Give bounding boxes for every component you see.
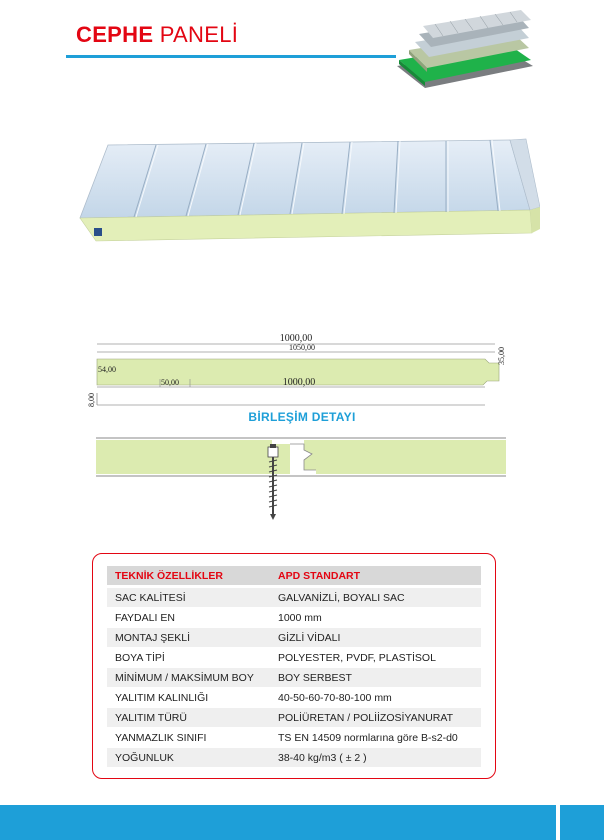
spec-value: 40-50-60-70-80-100 mm [278, 691, 392, 704]
spec-value: TS EN 14509 normlarına göre B-s2-d0 [278, 731, 458, 744]
dim-thickness: 35,00 [497, 347, 506, 365]
spec-label: YANMAZLIK SINIFI [115, 731, 207, 744]
dim-lip: 8,00 [87, 393, 96, 407]
spec-label: SAC KALİTESİ [115, 591, 186, 604]
table-row [107, 588, 481, 607]
table-row [107, 688, 481, 707]
spec-label: FAYDALI EN [115, 611, 175, 624]
specs-header-value: APD STANDART [278, 569, 361, 582]
title-underline [66, 55, 396, 58]
footer-bar [0, 805, 556, 840]
spec-value: 38-40 kg/m3 ( ± 2 ) [278, 751, 367, 764]
dim-total-width: 1050,00 [289, 343, 315, 352]
joint-detail-title: BİRLEŞİM DETAYI [248, 410, 356, 424]
panel-3d-view [70, 125, 540, 255]
table-row [107, 648, 481, 667]
page-title-rest: PANELİ [159, 22, 239, 47]
dim-top-width: 1000,00 [279, 333, 313, 344]
spec-label: YALITIM KALINLIĞI [115, 691, 209, 704]
spec-value: 1000 mm [278, 611, 322, 624]
cross-section-drawing [85, 325, 515, 410]
technical-specs-card [92, 553, 496, 779]
spec-label: YOĞUNLUK [115, 751, 174, 764]
joint-detail-drawing [92, 432, 512, 522]
page-title [76, 22, 238, 48]
spec-value: GİZLİ VİDALI [278, 631, 341, 644]
specs-header-label: TEKNİK ÖZELLİKLER [115, 569, 223, 582]
table-row [107, 608, 481, 627]
table-row [107, 728, 481, 747]
spec-label: YALITIM TÜRÜ [115, 711, 187, 724]
spec-value: POLİÜRETAN / POLİİZOSİYANURAT [278, 711, 454, 724]
spec-value: BOY SERBEST [278, 671, 352, 684]
table-row [107, 628, 481, 647]
panel-layers-illustration [395, 8, 535, 100]
spec-label: BOYA TİPİ [115, 651, 165, 664]
table-row [107, 708, 481, 727]
spec-value: GALVANİZLİ, BOYALI SAC [278, 591, 405, 604]
spec-label: MONTAJ ŞEKLİ [115, 631, 191, 644]
table-row [107, 668, 481, 687]
footer-page-tab [560, 805, 604, 840]
dim-joint-height: 54,00 [98, 365, 116, 374]
spec-label: MİNİMUM / MAKSİMUM BOY [115, 671, 254, 684]
spec-value: POLYESTER, PVDF, PLASTİSOL [278, 651, 436, 664]
dim-bottom-width: 1000,00 [282, 377, 316, 388]
page-title-bold: CEPHE [76, 22, 154, 47]
dim-rib-spacing: 50,00 [161, 378, 179, 387]
table-row [107, 748, 481, 767]
specs-header-row [107, 566, 481, 585]
